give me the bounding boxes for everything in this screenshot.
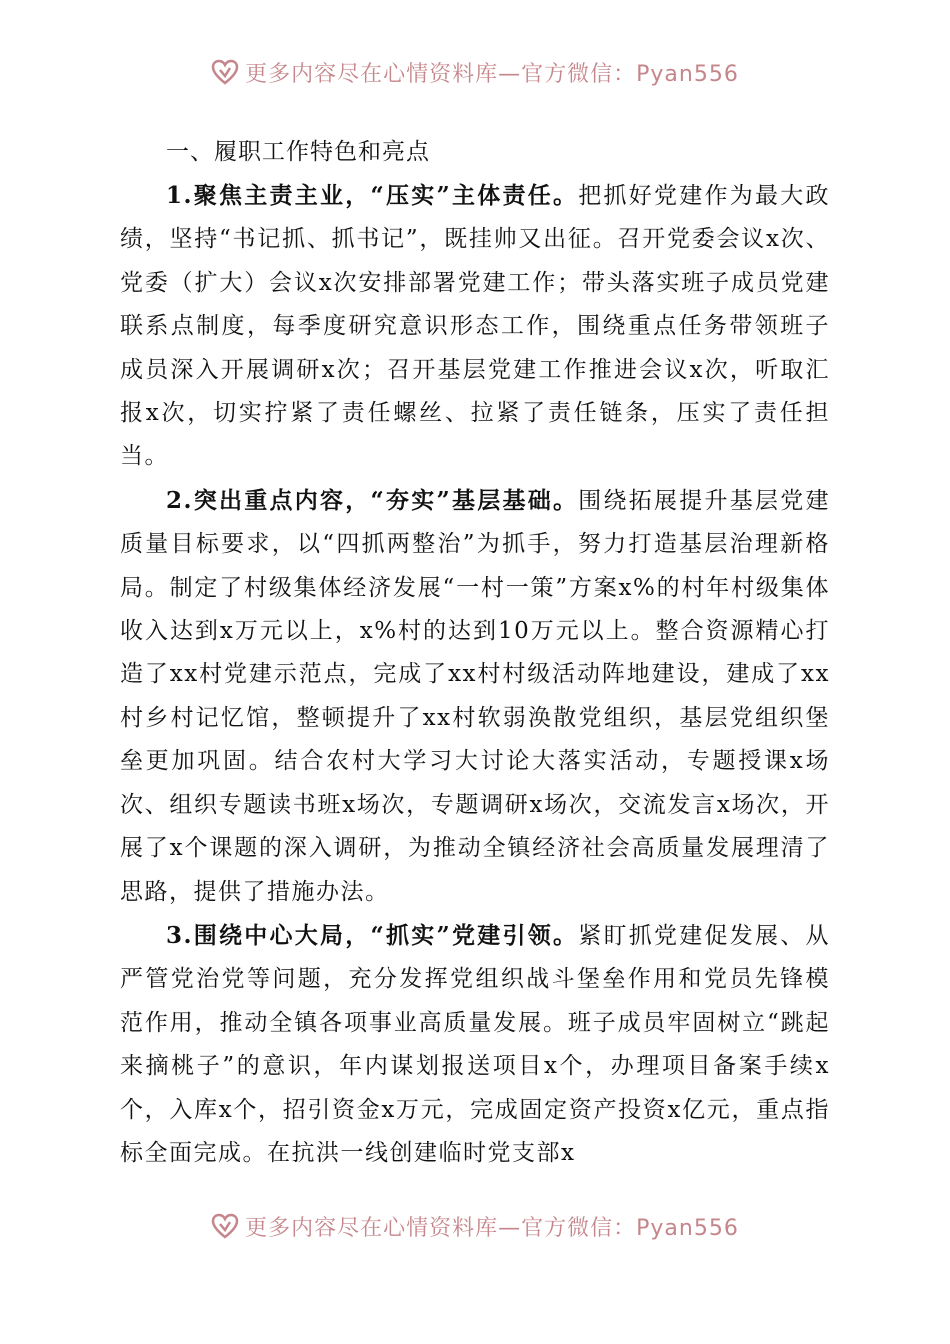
heart-logo-icon <box>211 58 239 86</box>
paragraph-2 <box>120 479 830 914</box>
paragraph-1-lead: 1.聚焦主责主业，“压实”主体责任。 <box>166 182 579 209</box>
document-body <box>120 130 830 1175</box>
footer-watermark-banner <box>0 1206 950 1246</box>
section-title: 一、履职工作特色和亮点 <box>166 139 430 165</box>
paragraph-3-lead: 3.围绕中心大局，“抓实”党建引领。 <box>166 921 579 949</box>
heart-logo-icon <box>211 1212 239 1240</box>
paragraph-1 <box>120 174 830 479</box>
paragraph-2-lead: 2.突出重点内容，“夯实”基层基础。 <box>166 486 579 514</box>
header-watermark-text: 更多内容尽在心情资料库—官方微信：Pyan556 <box>245 61 739 87</box>
header-watermark-banner <box>0 52 950 92</box>
footer-watermark-text: 更多内容尽在心情资料库—官方微信：Pyan556 <box>245 1215 739 1241</box>
paragraph-3-body: 紧盯抓党建促发展、从严管党治党等问题，充分发挥党组织战斗堡垒作用和党员先锋模范作用，推动全镇各项事业高质量发展。班子成员牢固树立“跳起来摘桃子”的意识，年内谋划报送项目x个，办理项目备案手续x个，入库x个，招引资金x万元，完成固定资产投资x亿元，重点指标全面完成。在抗洪一线创建临时党支部x <box>120 922 830 1166</box>
paragraph-1-body: 把抓好党建作为最大政绩，坚持“书记抓、抓书记”，既挂帅又出征。召开党委会议x次、党委（扩大）会议x次安排部署党建工作；带头落实班子成员党建联系点制度，每季度研究意识形态工作，围绕重点任务带领班子成员深入开展调研x次；召开基层党建工作推进会议x次，听取汇报x次，切实拧紧了责任螺丝、拉紧了责任链条，压实了责任担当。 <box>120 183 830 470</box>
paragraph-2-body: 围绕拓展提升基层党建质量目标要求，以“四抓两整治”为抓手，努力打造基层治理新格局。制定了村级集体经济发展“一村一策”方案x%的村年村级集体收入达到x万元以上，x%村的达到10万元以上。整合资源精心打造了xx村党建示范点，完成了xx村村级活动阵地建设，建成了xx村乡村记忆馆，整顿提升了xx村软弱涣散党组织，基层党组织堡垒更加巩固。结合农村大学习大讨论大落实活动，专题授课x场次、组织专题读书班x场次，专题调研x场次，交流发言x场次，开展了x个课题的深入调研，为推动全镇经济社会高质量发展理清了思路，提供了措施办法。 <box>120 487 830 905</box>
paragraph-3 <box>120 914 830 1175</box>
